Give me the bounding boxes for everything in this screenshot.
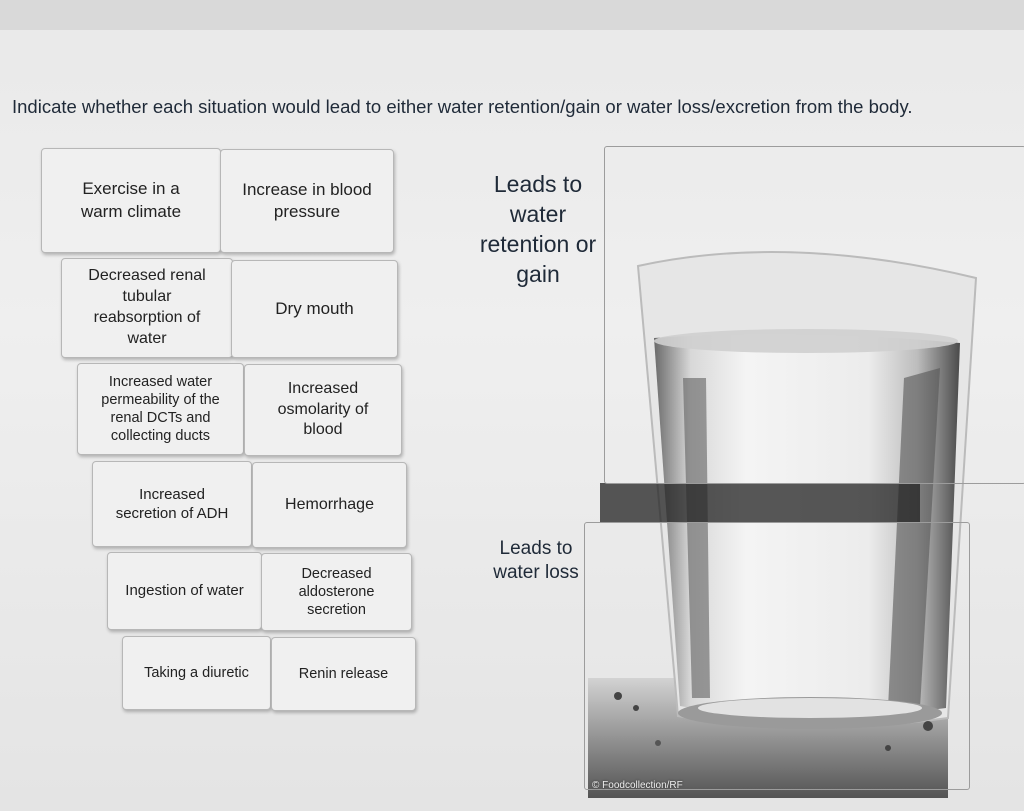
top-band	[0, 0, 1024, 30]
card-renin-release[interactable]: Renin release	[271, 637, 416, 711]
zone-label-loss: Leads to water loss	[493, 538, 579, 583]
instruction-text: Indicate whether each situation would lead to either water retention/gain or water loss/excretion from the body.	[12, 96, 913, 117]
card-ingestion-of-water[interactable]: Ingestion of water	[107, 552, 262, 630]
image-credit: © Foodcollection/RF	[592, 780, 683, 791]
card-increased-secretion-adh[interactable]: Increased secretion of ADH	[92, 461, 252, 547]
card-hemorrhage[interactable]: Hemorrhage	[252, 462, 407, 548]
zone-label-retention: Leads to water retention or gain	[479, 171, 597, 287]
card-decreased-aldosterone[interactable]: Decreased aldosterone secretion	[261, 553, 412, 631]
card-increased-osmolarity[interactable]: Increased osmolarity of blood	[244, 364, 402, 456]
dropzone-loss[interactable]	[584, 522, 970, 790]
card-taking-diuretic[interactable]: Taking a diuretic	[122, 636, 271, 710]
card-increased-water-permeability[interactable]: Increased water permeability of the renal DCTs and collecting ducts	[77, 363, 244, 455]
card-dry-mouth[interactable]: Dry mouth	[231, 260, 398, 358]
card-increase-blood-pressure[interactable]: Increase in blood pressure	[220, 149, 394, 253]
card-exercise-warm-climate[interactable]: Exercise in a warm climate	[41, 148, 221, 253]
card-decreased-renal-reabsorption[interactable]: Decreased renal tubular reabsorption of water	[61, 258, 233, 358]
dropzone-retention[interactable]	[604, 146, 1024, 484]
